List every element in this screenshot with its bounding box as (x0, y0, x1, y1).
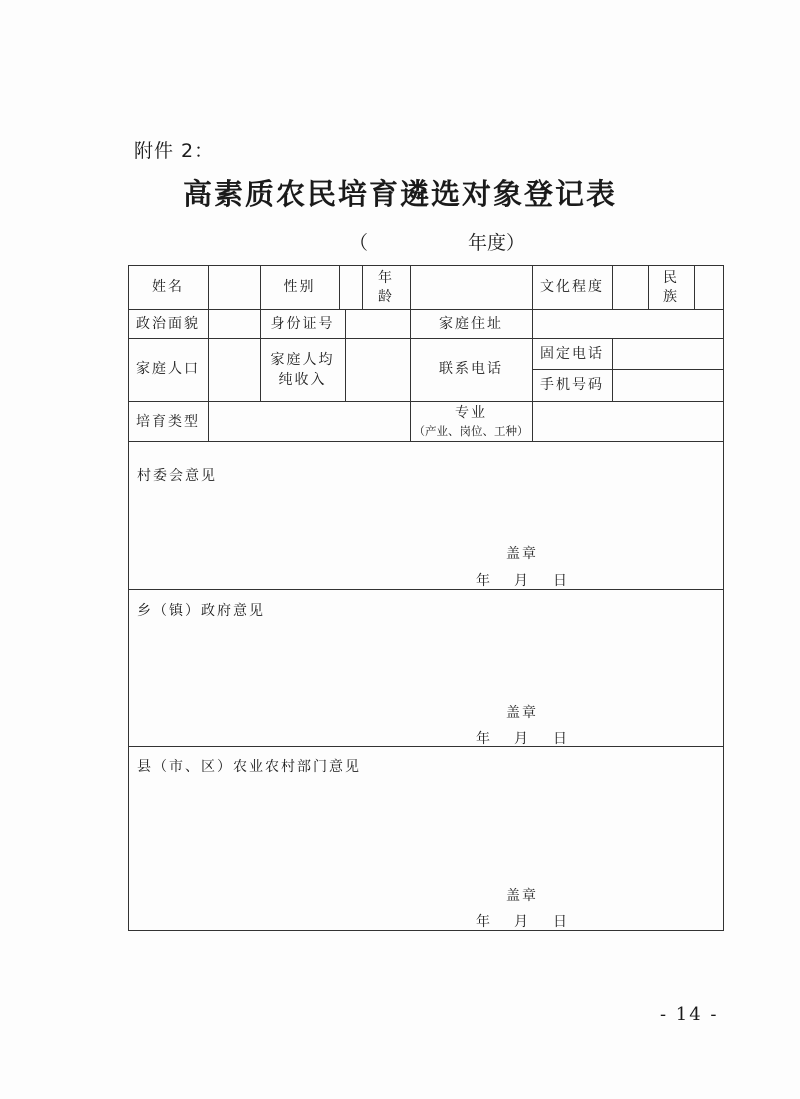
township-seal-label: 盖章 (506, 705, 538, 721)
attachment-label: 附件 2： (134, 140, 215, 162)
form-title: 高素质农民培育遴选对象登记表 (182, 177, 617, 211)
label-training-type: 培育类型 (136, 414, 200, 430)
label-mobile: 手机号码 (540, 377, 604, 393)
landline-input[interactable] (612, 339, 723, 369)
id-number-input[interactable] (345, 310, 410, 338)
training-type-input[interactable] (208, 402, 410, 441)
label-household-size: 家庭人口 (136, 361, 200, 377)
label-contact-phone: 联系电话 (439, 361, 503, 377)
township-date-day: 日 (553, 731, 567, 747)
household-size-input[interactable] (208, 339, 260, 401)
county-date-day: 日 (553, 914, 567, 930)
township-opinion-label: 乡（镇）政府意见 (137, 603, 265, 619)
label-ethnicity-1: 民 (663, 270, 679, 286)
gender-input[interactable] (339, 266, 362, 309)
age-input[interactable] (410, 266, 532, 309)
label-name: 姓名 (152, 279, 184, 295)
label-gender: 性别 (283, 279, 316, 295)
label-income-1: 家庭人均 (270, 352, 335, 368)
income-input[interactable] (345, 339, 410, 401)
county-seal-label: 盖章 (506, 888, 538, 904)
ethnicity-input[interactable] (694, 266, 723, 309)
village-committee-opinion-label: 村委会意见 (137, 468, 217, 484)
county-date-month: 月 (514, 914, 528, 930)
education-input[interactable] (612, 266, 648, 309)
village-date-year: 年 (476, 573, 490, 589)
township-date-month: 月 (514, 731, 528, 747)
county-date-year: 年 (476, 914, 490, 930)
county-agri-opinion-label: 县（市、区）农业农村部门意见 (137, 759, 361, 775)
political-status-input[interactable] (208, 310, 260, 338)
township-date-year: 年 (476, 731, 490, 747)
major-input[interactable] (532, 402, 723, 441)
label-landline: 固定电话 (540, 346, 604, 362)
label-political-status: 政治面貌 (136, 316, 200, 332)
label-age-2: 龄 (378, 289, 394, 305)
page-number: - 14 - (660, 1004, 719, 1025)
village-date-month: 月 (514, 573, 528, 589)
mobile-input[interactable] (612, 370, 723, 401)
home-address-input[interactable] (532, 310, 723, 338)
label-age-1: 年 (378, 270, 394, 286)
label-id-number: 身份证号 (270, 316, 335, 332)
year-suffix: 年度） (468, 232, 526, 254)
name-input[interactable] (208, 266, 260, 309)
year-open-paren: （ (349, 232, 369, 254)
label-income-2: 纯收入 (278, 372, 327, 388)
label-major: 专业 (455, 405, 487, 421)
village-seal-label: 盖章 (506, 546, 538, 562)
label-major-note: （产业、岗位、工种） (413, 424, 529, 438)
village-date-day: 日 (553, 573, 567, 589)
label-home-address: 家庭住址 (439, 316, 503, 332)
label-ethnicity-2: 族 (663, 289, 679, 305)
label-education: 文化程度 (540, 279, 604, 295)
